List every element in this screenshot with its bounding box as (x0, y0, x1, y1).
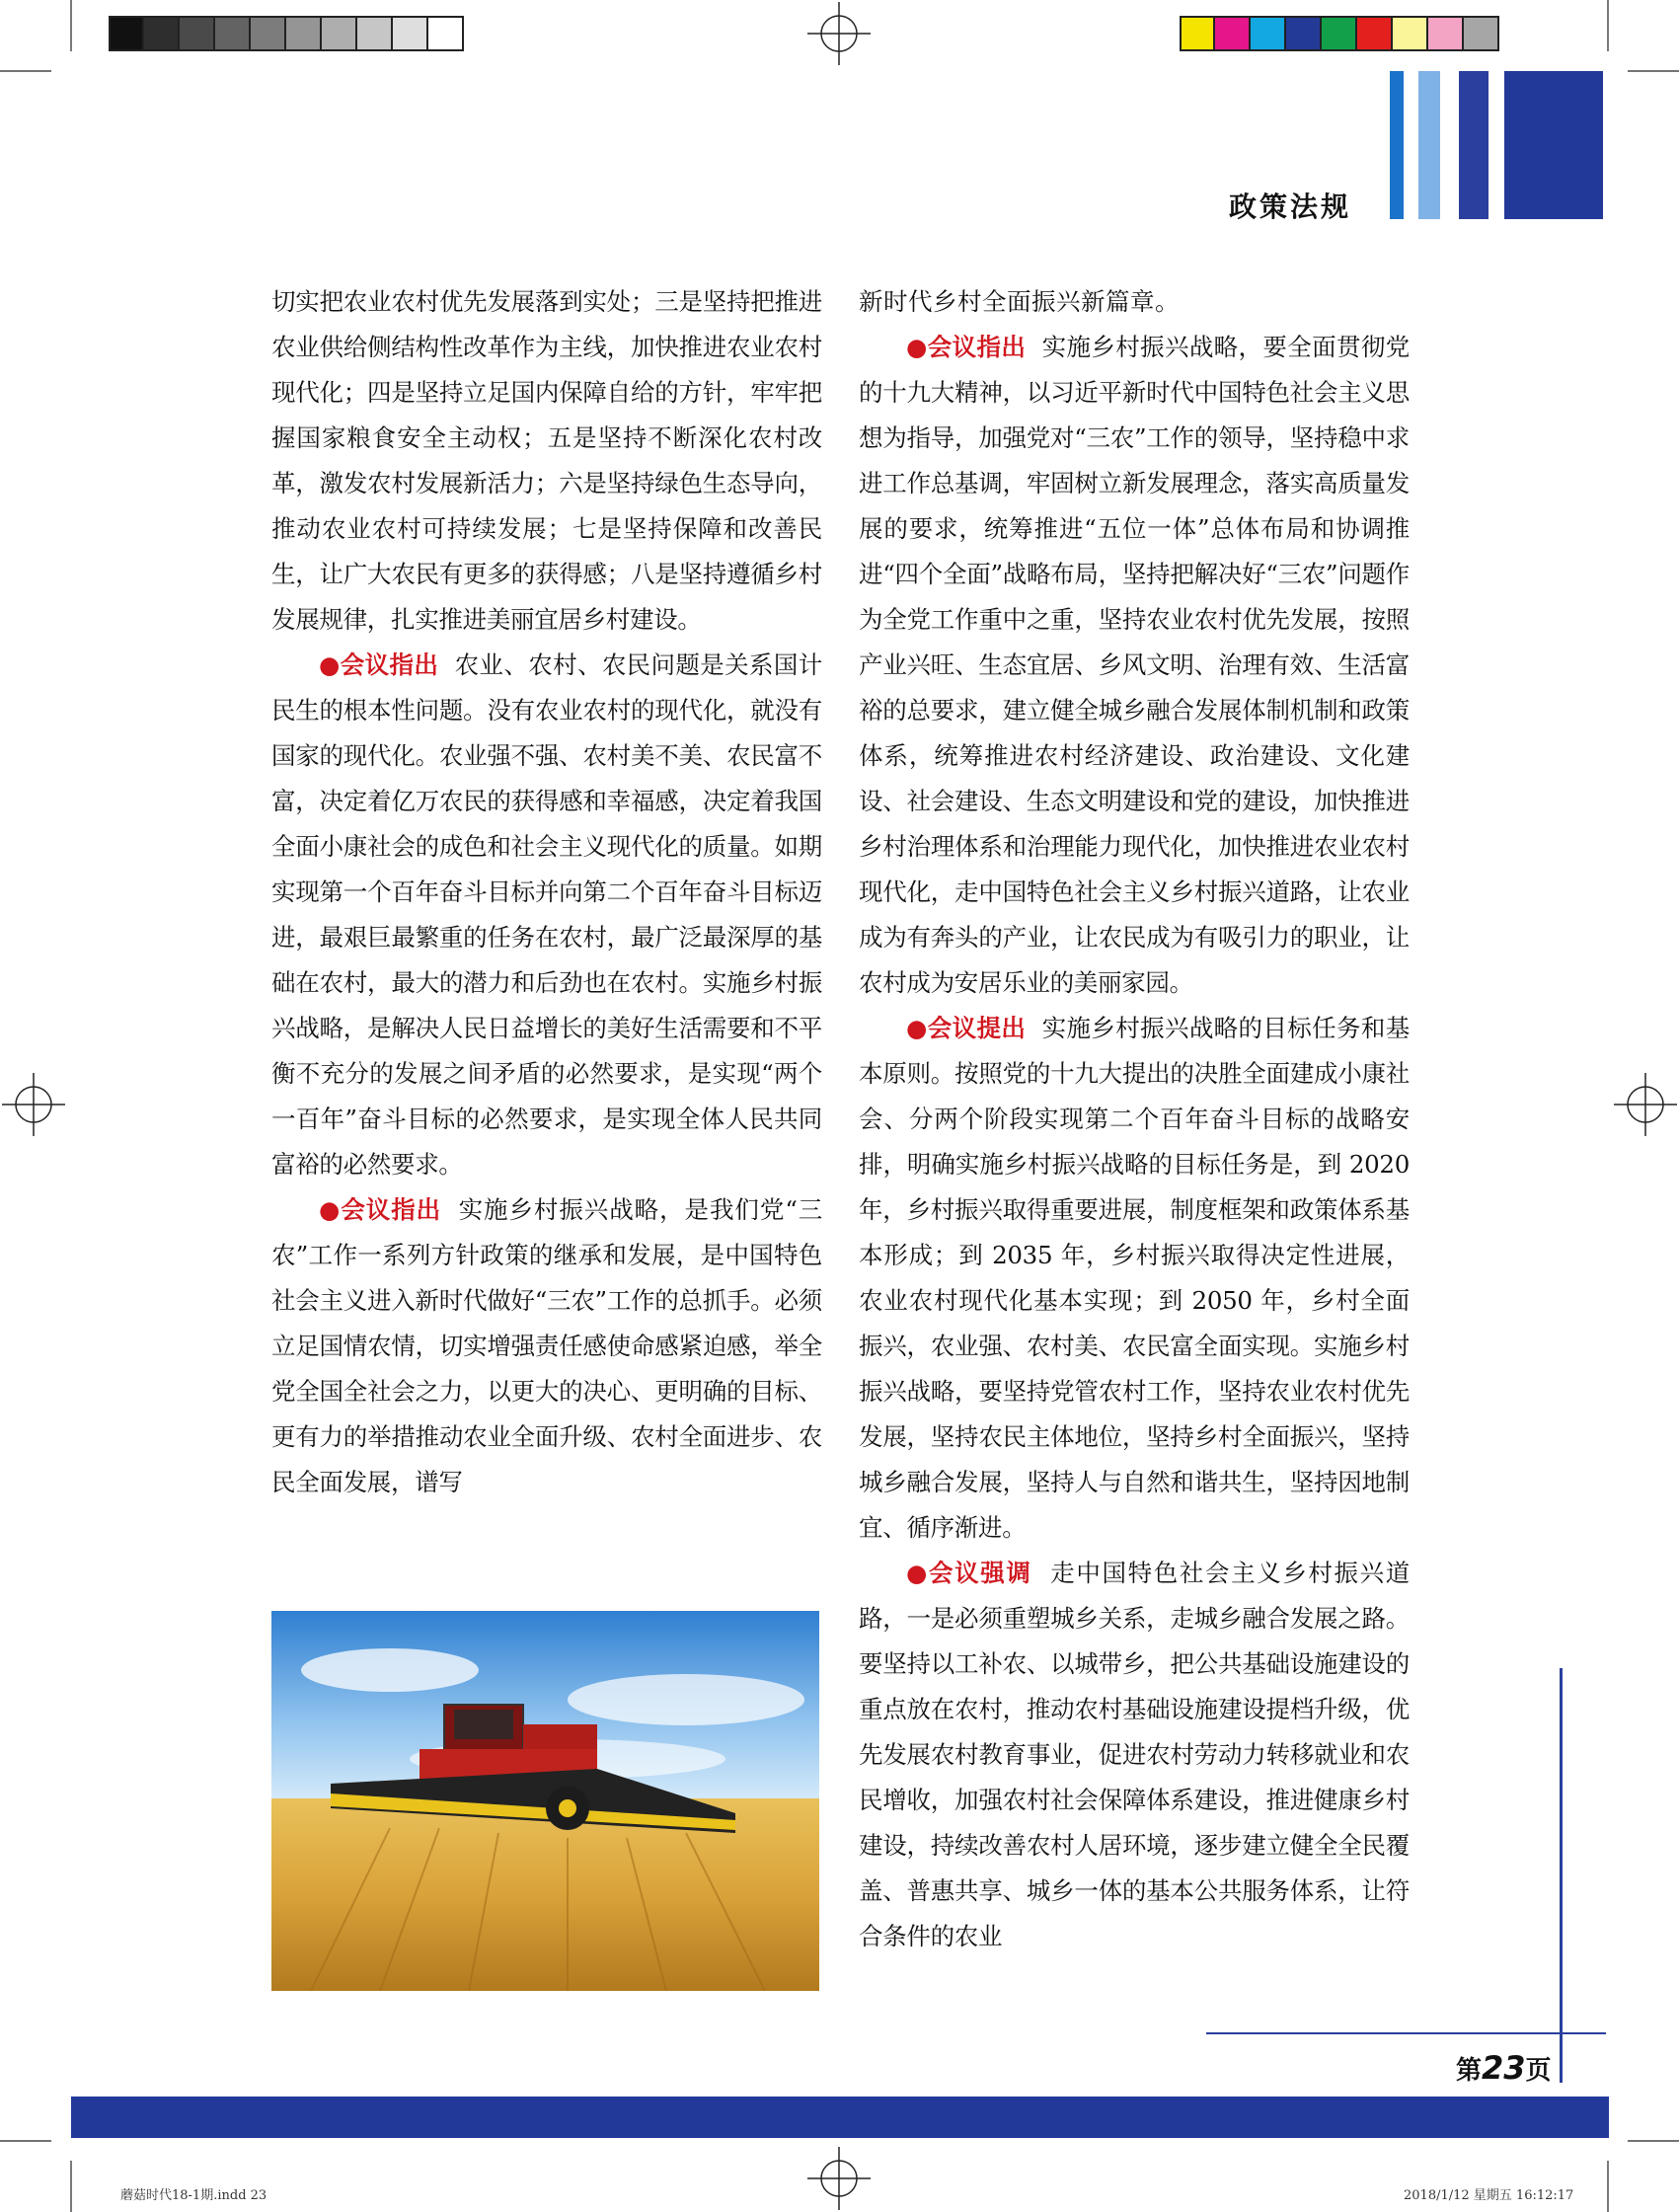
crop-mark-bottom-right (1570, 2133, 1679, 2212)
left-column (271, 279, 822, 1505)
slug-filename: 蘑菇时代18-1期.indd 23 (120, 2188, 267, 2203)
color-swatch (1464, 16, 1499, 51)
color-swatch (322, 16, 357, 51)
page-prefix: 第 (1456, 2056, 1483, 2086)
color-swatch (286, 16, 322, 51)
header-stripe (1390, 71, 1404, 219)
footer-band (71, 2097, 1609, 2138)
page-number-value: 23 (1482, 2049, 1526, 2087)
color-swatch (215, 16, 251, 51)
harvester-photo (271, 1611, 819, 1991)
paragraph-body: 农业、农村、农民问题是关系国计民生的根本性问题。没有农业农村的现代化，就没有国家的现代化。农业强不强、农村美不美、农民富不富，决定着亿万农民的获得感和幸福感，决定着我国全面小康社会的成色和社会主义现代化的质量。如期实现第一个百年奋斗目标并向第二个百年奋斗目标迈进，最艰巨最繁重的任务在农村，最广泛最深厚的基础在农村，最大的潜力和后劲也在农村。实施乡村振兴战略，是解决人民日益增长的美好生活需要和不平衡不充分的发展之间矛盾的必然要求，是实现“两个一百年”奋斗目标的必然要求，是实现全体人民共同富裕的必然要求。 (271, 650, 822, 1179)
color-swatch (1322, 16, 1357, 51)
registration-mark-bottom (807, 2147, 871, 2210)
slug-timestamp: 2018/1/12 星期五 16:12:17 (1404, 2188, 1574, 2203)
color-swatch (1286, 16, 1322, 51)
color-swatch (180, 16, 215, 51)
paragraph-body: 实施乡村振兴战略，要全面贯彻党的十九大精神，以习近平新时代中国特色社会主义思想为指导，加强党对“三农”工作的领导，坚持稳中求进工作总基调，牢固树立新发展理念，落实高质量发展的要求，统筹推进“五位一体”总体布局和协调推进“四个全面”战略布局，坚持把解决好“三农”问题作为全党工作重中之重，坚持农业农村优先发展，按照产业兴旺、生态宜居、乡风文明、治理有效、生活富裕的总要求，建立健全城乡融合发展体制机制和政策体系，统筹推进农村经济建设、政治建设、文化建设、社会建设、生态文明建设和党的建设，加快推进乡村治理体系和治理能力现代化，加快推进农业农村现代化，走中国特色社会主义乡村振兴道路，让农业成为有奔头的产业，让农民成为有吸引力的职业，让农村成为安居乐业的美丽家园。 (859, 333, 1410, 997)
color-swatch (393, 16, 428, 51)
color-swatch (251, 16, 286, 51)
left-paragraph-3 (271, 1187, 822, 1505)
header-stripe (1504, 71, 1603, 219)
vertical-rule (1560, 1668, 1563, 2083)
color-swatch (1393, 16, 1428, 51)
color-swatch (1357, 16, 1393, 51)
crop-mark-top-left (0, 0, 109, 79)
registration-mark-top (807, 2, 871, 65)
right-paragraph-4 (859, 1551, 1410, 1959)
right-paragraph-2 (859, 325, 1410, 1006)
color-swatch (144, 16, 180, 51)
color-swatch (1215, 16, 1251, 51)
registration-mark-left (2, 1073, 65, 1136)
page-suffix: 页 (1525, 2056, 1552, 2086)
paragraph-body: 走中国特色社会主义乡村振兴道路，一是必须重塑城乡关系，走城乡融合发展之路。要坚持以工补农、以城带乡，把公共基础设施建设的重点放在农村，推动农村基础设施建设提档升级，优先发展农村教育事业，促进农村劳动力转移就业和农民增收，加强农村社会保障体系建设，推进健康乡村建设，持续改善农村人居环境，逐步建立健全全民覆盖、普惠共享、城乡一体的基本公共服务体系，让符合条件的农业 (859, 1559, 1410, 1950)
color-swatch (357, 16, 393, 51)
left-paragraph-1: 切实把农业农村优先发展落到实处；三是坚持把推进农业供给侧结构性改革作为主线，加快推进农业农村现代化；四是坚持立足国内保障自给的方针，牢牢把握国家粮食安全主动权；五是坚持不断深化农村改革，激发农村发展新活力；六是坚持绿色生态导向，推动农业农村可持续发展；七是坚持保障和改善民生，让广大农民有更多的获得感；八是坚持遵循乡村发展规律，扎实推进美丽宜居乡村建设。 (271, 287, 822, 634)
right-column (859, 279, 1410, 1959)
color-swatch (1428, 16, 1464, 51)
meeting-tag: ●会议提出 (906, 1014, 1027, 1042)
crop-mark-top-right (1570, 0, 1679, 79)
header-stripe (1418, 71, 1440, 219)
section-title: 政策法规 (1229, 191, 1352, 223)
color-swatch (109, 16, 144, 51)
crop-mark-bottom-left (0, 2133, 109, 2212)
right-paragraph-1: 新时代乡村全面振兴新篇章。 (859, 287, 1180, 316)
meeting-tag: ●会议强调 (906, 1559, 1032, 1587)
horizontal-rule (1206, 2032, 1606, 2034)
paragraph-body: 实施乡村振兴战略，是我们党“三农”工作一系列方针政策的继承和发展，是中国特色社会主义进入新时代做好“三农”工作的总抓手。必须立足国情农情，切实增强责任感使命感紧迫感，举全党全国全社会之力，以更大的决心、更明确的目标、更有力的举措推动农业全面升级、农村全面进步、农民全面发展，谱写 (271, 1195, 822, 1496)
registration-mark-right (1614, 1073, 1677, 1136)
meeting-tag: ●会议指出 (906, 333, 1027, 361)
meeting-tag: ●会议指出 (319, 1195, 442, 1224)
paragraph-body: 实施乡村振兴战略的目标任务和基本原则。按照党的十九大提出的决胜全面建成小康社会、分两个阶段实现第二个百年奋斗目标的战略安排，明确实施乡村振兴战略的目标任务是，到 2020 年，乡村振兴取得重要进展，制度框架和政策体系基本形成；到 2035 年，乡村振兴取得决定性进展，农业农村现代化基本实现；到 2050 年，乡村全面振兴，农业强、农村美、农民富全面实现。实施乡村振兴战略，要坚持党管农村工作，坚持农业农村优先发展，坚持农民主体地位，坚持乡村全面振兴，坚持城乡融合发展，坚持人与自然和谐共生，坚持因地制宜、循序渐进。 (859, 1014, 1410, 1542)
color-swatch (428, 16, 464, 51)
meeting-tag: ●会议指出 (319, 650, 439, 679)
grayscale-color-bar (109, 16, 464, 51)
color-swatch (1251, 16, 1286, 51)
right-paragraph-3 (859, 1006, 1410, 1551)
process-color-bar (1180, 16, 1499, 51)
left-paragraph-2 (271, 643, 822, 1187)
header-stripe (1459, 71, 1488, 219)
page-number (1456, 2049, 1552, 2087)
color-swatch (1180, 16, 1215, 51)
